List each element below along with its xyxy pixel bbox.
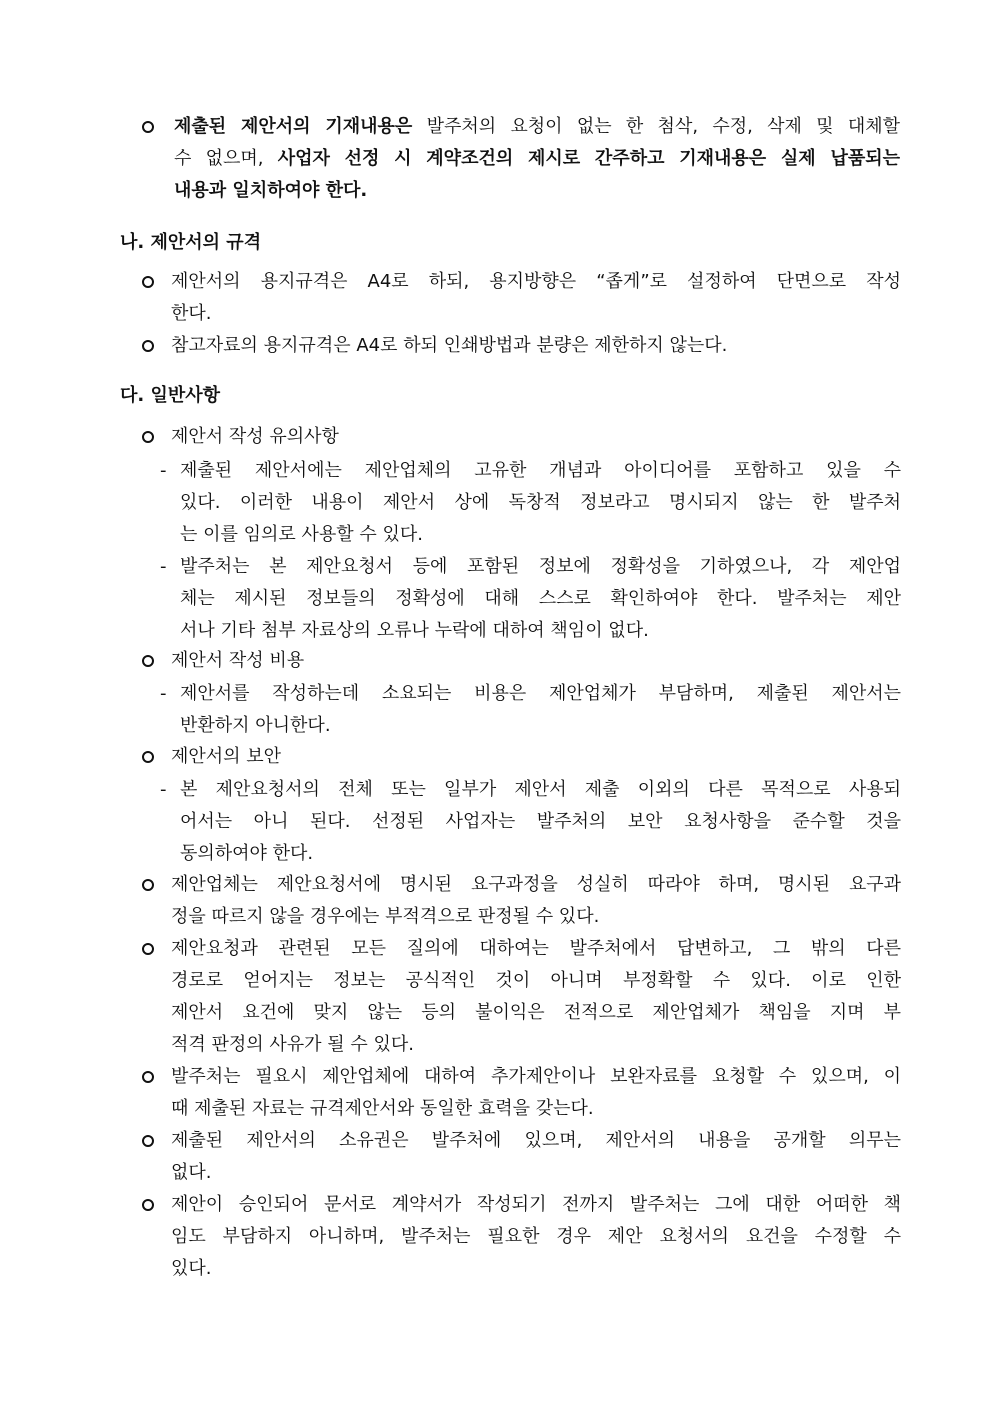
paragraph-line: 동의하여야 한다. (180, 843, 314, 864)
paragraph-line (174, 175, 900, 207)
group-label-writing-notes: 제안서 작성 유의사항 (171, 426, 339, 447)
section-c-heading: 다. 일반사항 (120, 385, 221, 406)
dash-bullet-icon: - (160, 556, 167, 577)
section-b-item-1 (171, 266, 901, 330)
section-b-item-2 (171, 330, 901, 362)
general-item-4 (171, 1125, 901, 1189)
paragraph-line: 한다. (171, 303, 212, 324)
paragraph-line: 임도 부담하지 아니하며, 발주처는 필요한 경우 제안 요청서의 요건을 수정할 수 (171, 1226, 901, 1247)
circle-bullet-icon (142, 431, 154, 443)
paragraph-line: 제출된 제안서의 소유권은 발주처에 있으며, 제안서의 내용을 공개할 의무는 (171, 1130, 901, 1151)
circle-bullet-icon (142, 1135, 154, 1147)
paragraph-line: 발주처는 필요시 제안업체에 대하여 추가제안이나 보완자료를 요청할 수 있으며, 이 (171, 1066, 901, 1087)
dash-bullet-icon: - (160, 460, 167, 481)
bold-text: 사업자 선정 시 계약조건의 제시로 간주하고 기재내용은 실제 납품되는 (277, 148, 900, 169)
circle-bullet-icon (142, 340, 154, 352)
paragraph-line: 반환하지 아니한다. (180, 715, 331, 736)
paragraph-line: 참고자료의 용지규격은 A4로 하되 인쇄방법과 분량은 제한하지 않는다. (171, 335, 728, 356)
circle-bullet-icon (142, 879, 154, 891)
plain-text: 수 없으며, (174, 148, 278, 169)
general-item-1 (171, 869, 901, 933)
general-item-5 (171, 1189, 901, 1285)
paragraph-line: 본 제안요청서의 전체 또는 일부가 제안서 제출 이외의 다른 목적으로 사용되 (180, 779, 901, 800)
group-label-writing-cost: 제안서 작성 비용 (171, 650, 305, 671)
plain-text: 발주처의 요청이 없는 한 첨삭, 수정, 삭제 및 대체할 (412, 116, 900, 137)
paragraph-line: 없다. (171, 1162, 212, 1183)
dash-bullet-icon: - (160, 779, 167, 800)
paragraph-line: 정을 따르지 않을 경우에는 부적격으로 판정될 수 있다. (171, 906, 600, 927)
paragraph-line: 때 제출된 자료는 규격제안서와 동일한 효력을 갖는다. (171, 1098, 594, 1119)
paragraph-line (174, 143, 900, 175)
paragraph-line: 제안서 요건에 맞지 않는 등의 불이익은 전적으로 제안업체가 책임을 지며 부 (171, 1002, 901, 1023)
paragraph-line: 제안서의 용지규격은 A4로 하되, 용지방향은 “좁게”로 설정하여 단면으로 작성 (171, 271, 901, 292)
group-label-security: 제안서의 보안 (171, 746, 282, 767)
paragraph-line: 적격 판정의 사유가 될 수 있다. (171, 1034, 414, 1055)
paragraph-line: 발주처는 본 제안요청서 등에 포함된 정보에 정확성을 기하였으나, 각 제안업 (180, 556, 901, 577)
paragraph-line: 제안업체는 제안요청서에 명시된 요구과정을 성실히 따라야 하며, 명시된 요구과 (171, 874, 901, 895)
security-sub-1 (180, 774, 901, 870)
paragraph-line: 는 이를 임의로 사용할 수 있다. (180, 524, 423, 545)
paragraph-line: 체는 제시된 정보들의 정확성에 대해 스스로 확인하여야 한다. 발주처는 제안 (180, 588, 901, 609)
circle-bullet-icon (142, 943, 154, 955)
writing-cost-sub-1 (180, 678, 901, 742)
circle-bullet-icon (142, 655, 154, 667)
circle-bullet-icon (142, 276, 154, 288)
paragraph-line (174, 111, 900, 143)
writing-notes-sub-2 (180, 551, 901, 647)
circle-bullet-icon (142, 121, 154, 133)
paragraph-line: 있다. (171, 1258, 212, 1279)
general-item-3 (171, 1061, 901, 1125)
section-b-heading: 나. 제안서의 규격 (120, 232, 262, 253)
paragraph-line: 제안요청과 관련된 모든 질의에 대하여는 발주처에서 답변하고, 그 밖의 다른 (171, 938, 901, 959)
bold-text: 제출된 제안서의 기재내용은 (174, 116, 413, 137)
circle-bullet-icon (142, 1071, 154, 1083)
paragraph-line: 경로로 얻어지는 정보는 공식적인 것이 아니며 부정확할 수 있다. 이로 인한 (171, 970, 901, 991)
bold-text: 내용과 일치하여야 한다. (174, 180, 368, 201)
circle-bullet-icon (142, 751, 154, 763)
paragraph-line: 제안서를 작성하는데 소요되는 비용은 제안업체가 부담하며, 제출된 제안서는 (180, 683, 901, 704)
paragraph-line: 서나 기타 첨부 자료상의 오류나 누락에 대하여 책임이 없다. (180, 620, 649, 641)
paragraph-line: 제출된 제안서에는 제안업체의 고유한 개념과 아이디어를 포함하고 있을 수 (180, 460, 901, 481)
writing-notes-sub-1 (180, 455, 901, 551)
paragraph-line: 어서는 아니 된다. 선정된 사업자는 발주처의 보안 요청사항을 준수할 것을 (180, 811, 901, 832)
paragraph-line: 있다. 이러한 내용이 제안서 상에 독창적 정보라고 명시되지 않는 한 발주처 (180, 492, 901, 513)
dash-bullet-icon: - (160, 683, 167, 704)
circle-bullet-icon (142, 1199, 154, 1211)
general-item-2 (171, 933, 901, 1061)
intro-paragraph (174, 111, 900, 207)
paragraph-line: 제안이 승인되어 문서로 계약서가 작성되기 전까지 발주처는 그에 대한 어떠한 책 (171, 1194, 901, 1215)
